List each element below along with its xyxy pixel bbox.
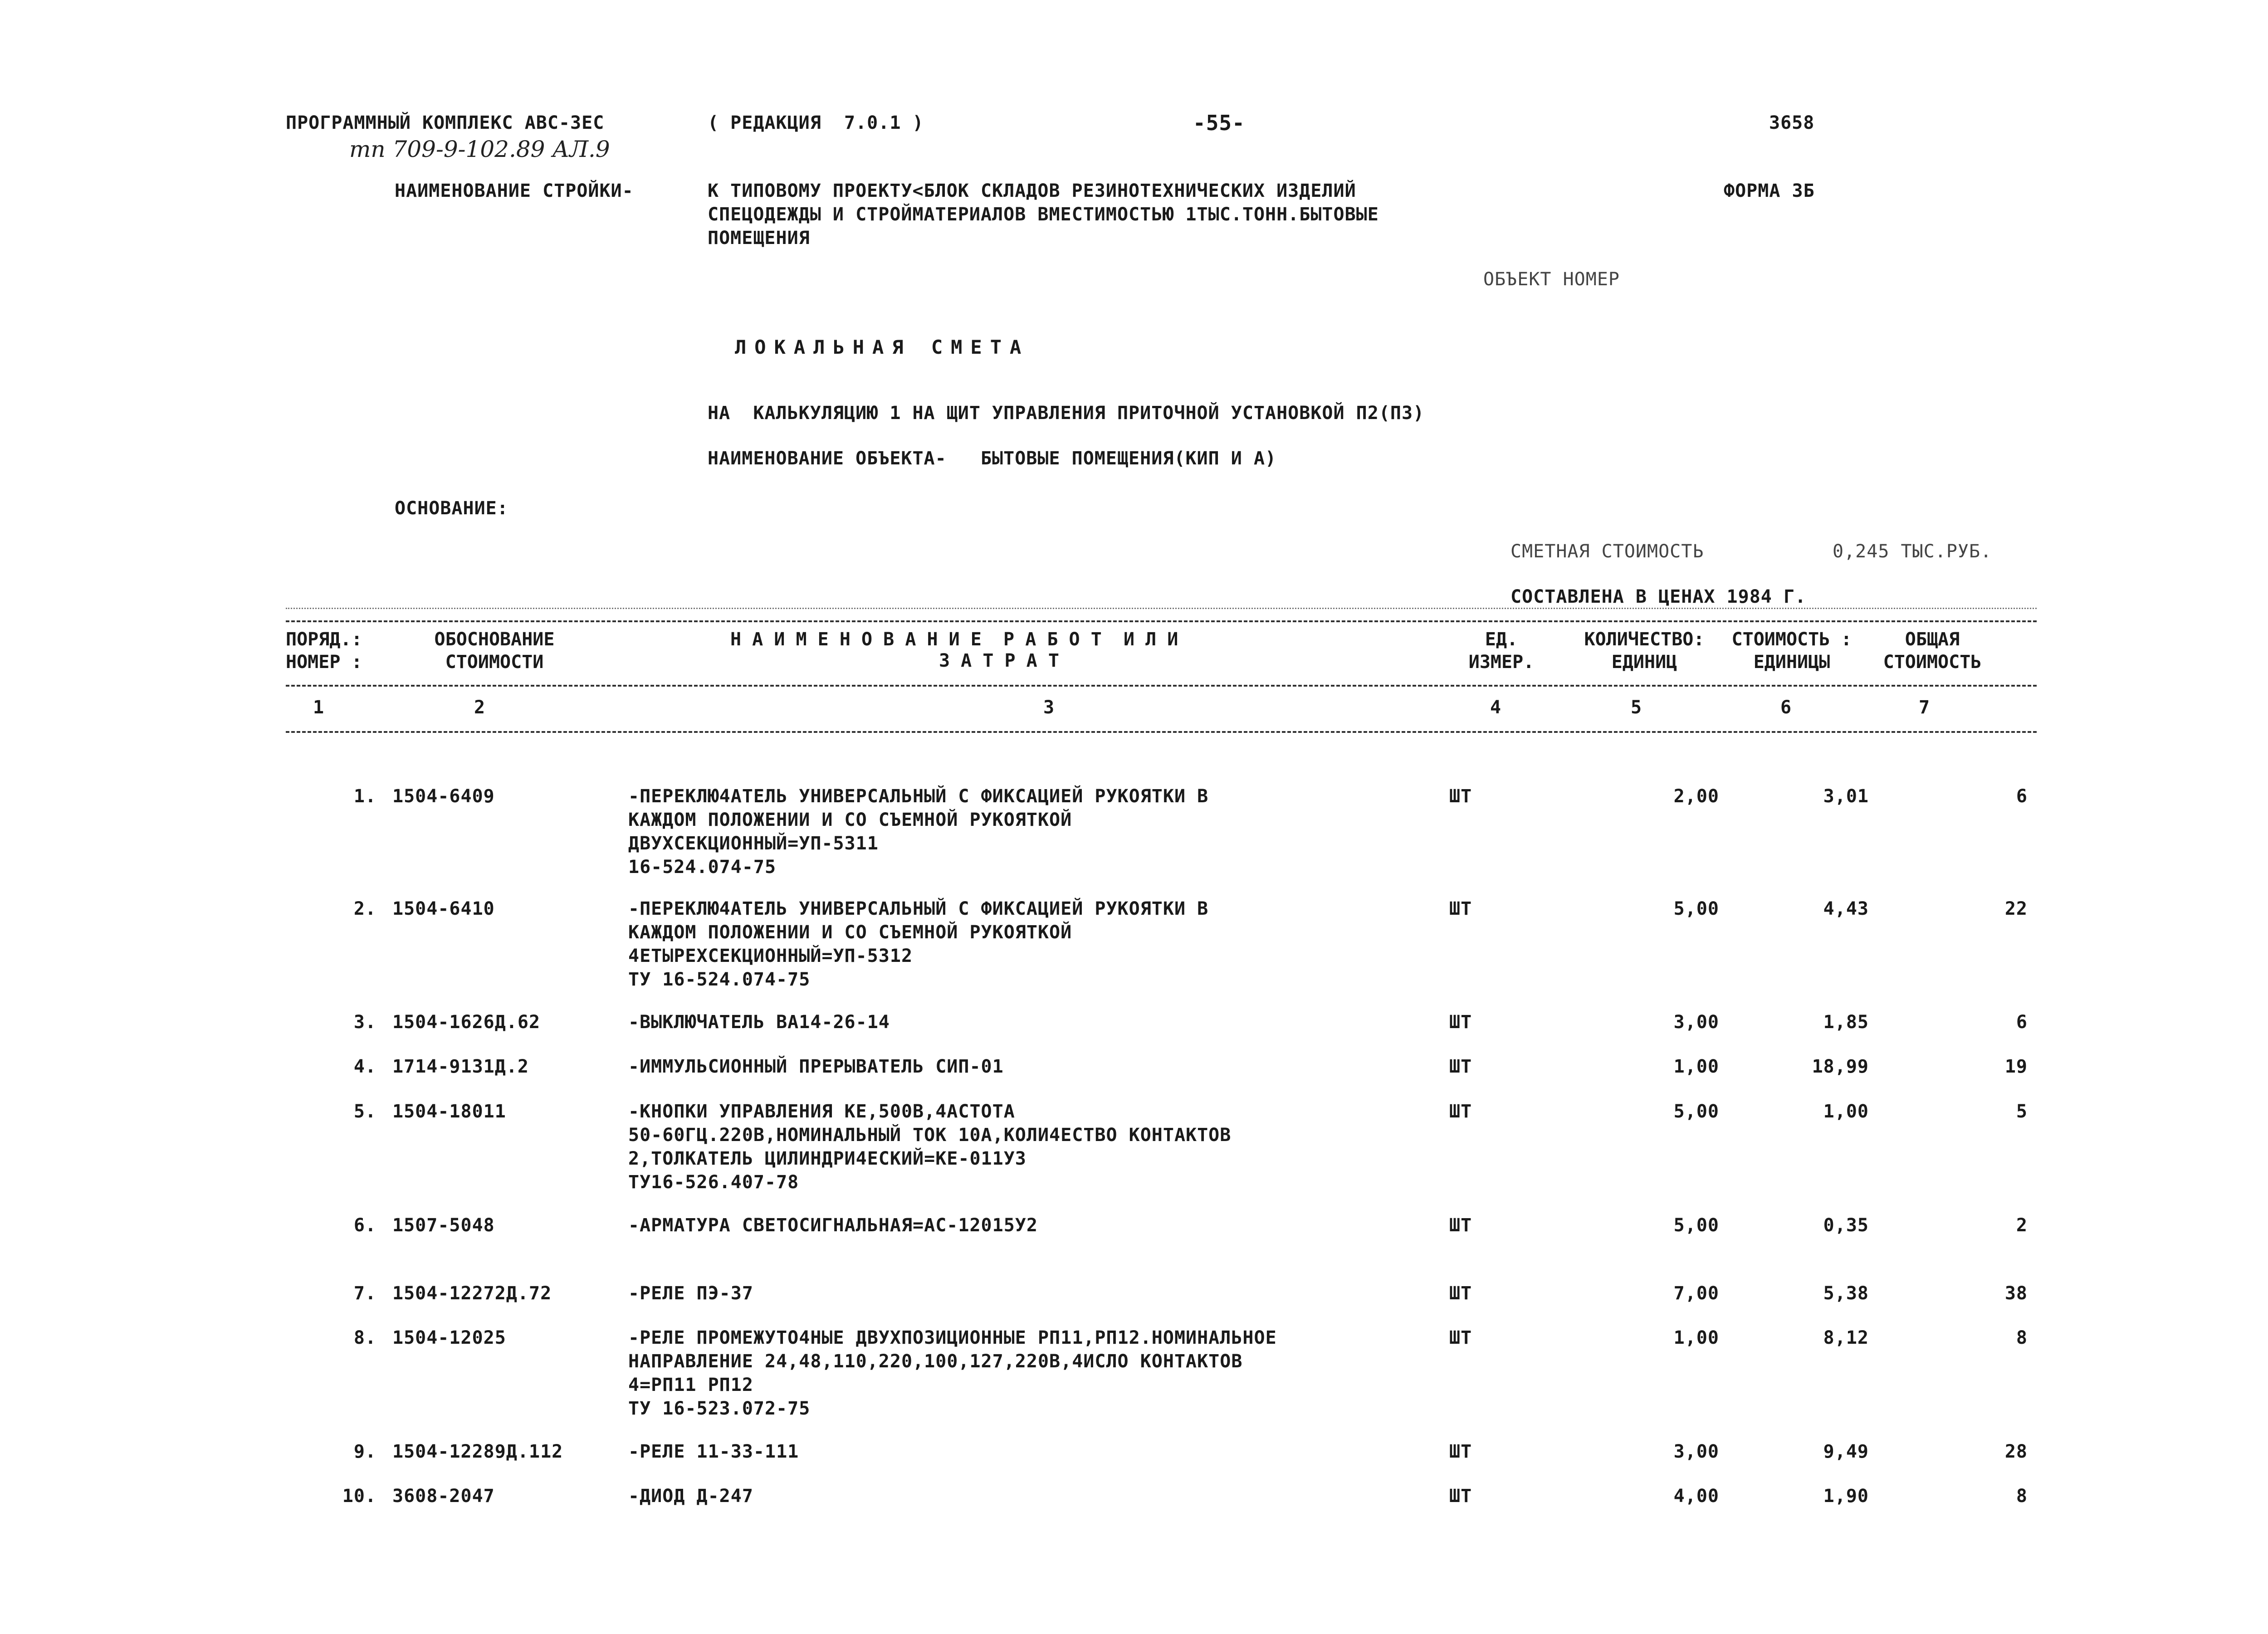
row-code: 1504-12289Д.112	[392, 1441, 563, 1462]
row-unit-price: 1,00	[1823, 1101, 1869, 1122]
row-total: 28	[2004, 1441, 2028, 1462]
revision: ( РЕДАКЦИЯ 7.0.1 )	[708, 112, 924, 133]
row-unit-price: 9,49	[1823, 1441, 1869, 1462]
col-header-total: ОБЩАЯ СТОИМОСТЬ	[1883, 629, 1982, 673]
row-number: 3.	[353, 1012, 376, 1033]
row-number: 2.	[353, 898, 376, 919]
estimated-cost-value: 0,245 ТЫС.РУБ.	[1833, 541, 1992, 562]
row-unit: ШТ	[1449, 1012, 1472, 1033]
project-label: НАИМЕНОВАНИЕ СТРОЙКИ-	[395, 180, 634, 201]
row-description: -ПЕРЕКЛЮ4АТЕЛЬ УНИВЕРСАЛЬНЫЙ С ФИКСАЦИЕЙ РУКОЯТКИ В КАЖДОМ ПОЛОЖЕНИИ И СО СЪЕМНОЙ РУКОЯТКОЙ ДВУХСЕКЦИОННЫЙ=УП-5311 16-524.074-75	[628, 786, 1209, 878]
row-description: -ВЫКЛЮЧАТЕЛЬ ВА14-26-14	[628, 1012, 890, 1033]
row-number: 1.	[353, 786, 376, 807]
row-unit: ШТ	[1449, 1056, 1472, 1077]
row-quantity: 5,00	[1673, 1215, 1719, 1236]
object-name: НАИМЕНОВАНИЕ ОБЪЕКТА- БЫТОВЫЕ ПОМЕЩЕНИЯ(КИП И А)	[708, 448, 1277, 469]
row-unit: ШТ	[1449, 1327, 1472, 1348]
col-header-basis: ОБОСНОВАНИЕ СТОИМОСТИ	[434, 629, 555, 673]
row-number: 6.	[353, 1215, 376, 1236]
col-number-6: 6	[1780, 697, 1792, 718]
row-code: 1504-6410	[392, 898, 495, 919]
row-unit-price: 8,12	[1823, 1327, 1869, 1348]
row-description: -ИММУЛЬСИОННЫЙ ПРЕРЫВАТЕЛЬ СИП-01	[628, 1056, 1004, 1077]
row-total: 38	[2004, 1283, 2028, 1304]
col-header-quantity: КОЛИЧЕСТВО: ЕДИНИЦ	[1584, 629, 1705, 673]
row-quantity: 7,00	[1673, 1283, 1719, 1304]
row-total: 19	[2004, 1056, 2028, 1077]
col-header-unit: ЕД. ИЗМЕР.	[1468, 629, 1535, 673]
row-quantity: 3,00	[1673, 1012, 1719, 1033]
row-code: 1507-5048	[392, 1215, 495, 1236]
row-unit-price: 5,38	[1823, 1283, 1869, 1304]
row-total: 8	[2016, 1327, 2028, 1348]
row-description: -КНОПКИ УПРАВЛЕНИЯ КЕ,500В,4АСТОТА 50-60ГЦ.220В,НОМИНАЛЬНЫЙ ТОК 10А,КОЛИ4ЕСТВО КОНТАКТОВ 2,ТОЛКАТЕЛЬ ЦИЛИНДРИ4ЕСКИЙ=КЕ-011УЗ ТУ16-526.407-78	[628, 1101, 1232, 1193]
col-number-5: 5	[1631, 697, 1642, 718]
table-body-rule	[286, 731, 2037, 733]
row-total: 2	[2016, 1215, 2028, 1236]
table-header-rule	[286, 685, 2037, 687]
document-number: 3658	[1769, 112, 1815, 133]
prices-year: СОСТАВЛЕНА В ЦЕНАХ 1984 Г.	[1510, 586, 1807, 607]
row-number: 9.	[353, 1441, 376, 1462]
row-code: 1714-9131Д.2	[392, 1056, 529, 1077]
row-number: 10.	[342, 1486, 376, 1507]
col-header-number: ПОРЯД.: НОМЕР :	[286, 629, 362, 673]
row-unit-price: 4,43	[1823, 898, 1869, 919]
col-number-3: 3	[1043, 697, 1055, 718]
row-unit: ШТ	[1449, 1101, 1472, 1122]
row-description: -ПЕРЕКЛЮ4АТЕЛЬ УНИВЕРСАЛЬНЫЙ С ФИКСАЦИЕЙ РУКОЯТКИ В КАЖДОМ ПОЛОЖЕНИИ И СО СЪЕМНОЙ РУКОЯТКОЙ 4ЕТЫРЕХСЕКЦИОННЫЙ=УП-5312 ТУ 16-524.074-75	[628, 898, 1209, 990]
project-name: К ТИПОВОМУ ПРОЕКТУ<БЛОК СКЛАДОВ РЕЗИНОТЕХНИЧЕСКИХ ИЗДЕЛИЙ СПЕЦОДЕЖДЫ И СТРОЙМАТЕРИАЛОВ ВМЕСТИМОСТЬЮ 1ТЫС.ТОНН.БЫТОВЫЕ ПОМЕЩЕНИЯ	[708, 180, 1379, 249]
col-header-name-2: З А Т Р А Т	[939, 650, 1059, 671]
row-unit: ШТ	[1449, 1441, 1472, 1462]
form-number: ФОРМА 3Б	[1724, 180, 1815, 201]
row-number: 4.	[353, 1056, 376, 1077]
row-unit: ШТ	[1449, 786, 1472, 807]
row-quantity: 4,00	[1673, 1486, 1719, 1507]
page-marker: -55-	[1193, 111, 1245, 135]
row-quantity: 2,00	[1673, 786, 1719, 807]
row-total: 6	[2016, 1012, 2028, 1033]
document-title: ЛОКАЛЬНАЯ СМЕТА	[735, 336, 1030, 358]
col-number-1: 1	[313, 697, 324, 718]
row-quantity: 5,00	[1673, 1101, 1719, 1122]
row-description: -РЕЛЕ ПРОМЕЖУТО4НЫЕ ДВУХПОЗИЦИОННЫЕ РП11,РП12.НОМИНАЛЬНОЕ НАПРАВЛЕНИЕ 24,48,110,220,100,127,220В,4ИСЛО КОНТАКТОВ 4=РП11 РП12 ТУ 16-523.072-75	[628, 1327, 1277, 1419]
row-number: 8.	[353, 1327, 376, 1348]
row-unit: ШТ	[1449, 1215, 1472, 1236]
row-description: -АРМАТУРА СВЕТОСИГНАЛЬНАЯ=АС-12015У2	[628, 1215, 1038, 1236]
row-number: 5.	[353, 1101, 376, 1122]
row-total: 8	[2016, 1486, 2028, 1507]
row-description: -РЕЛЕ 11-33-111	[628, 1441, 799, 1462]
row-code: 1504-6409	[392, 786, 495, 807]
row-code: 1504-12272Д.72	[392, 1283, 552, 1304]
col-header-unit-price: СТОИМОСТЬ : ЕДИНИЦЫ	[1731, 629, 1852, 673]
col-number-2: 2	[474, 697, 485, 718]
document-subtitle: НА КАЛЬКУЛЯЦИЮ 1 НА ЩИТ УПРАВЛЕНИЯ ПРИТОЧНОЙ УСТАНОВКОЙ П2(П3)	[708, 403, 1425, 424]
row-unit: ШТ	[1449, 1486, 1472, 1507]
row-code: 1504-12025	[392, 1327, 506, 1348]
object-number: ОБЪЕКТ НОМЕР	[1483, 269, 1620, 290]
col-number-7: 7	[1919, 697, 1930, 718]
row-total: 5	[2016, 1101, 2028, 1122]
row-description: -РЕЛЕ ПЭ-37	[628, 1283, 753, 1304]
row-code: 3608-2047	[392, 1486, 495, 1507]
row-unit-price: 3,01	[1823, 786, 1869, 807]
row-description: -ДИОД Д-247	[628, 1486, 753, 1507]
row-total: 22	[2004, 898, 2028, 919]
row-quantity: 1,00	[1673, 1056, 1719, 1077]
estimated-cost-label: СМЕТНАЯ СТОИМОСТЬ	[1510, 541, 1704, 562]
row-code: 1504-1626Д.62	[392, 1012, 541, 1033]
col-header-name: Н А И М Е Н О В А Н И Е Р А Б О Т И Л И	[730, 629, 1178, 650]
row-quantity: 1,00	[1673, 1327, 1719, 1348]
row-unit: ШТ	[1449, 1283, 1472, 1304]
table-top-rule	[286, 620, 2037, 622]
row-unit-price: 1,85	[1823, 1012, 1869, 1033]
row-unit: ШТ	[1449, 898, 1472, 919]
row-unit-price: 1,90	[1823, 1486, 1869, 1507]
program-name: ПРОГРАММНЫЙ КОМПЛЕКС АВС-3ЕС	[286, 112, 605, 133]
row-quantity: 3,00	[1673, 1441, 1719, 1462]
row-code: 1504-18011	[392, 1101, 506, 1122]
col-number-4: 4	[1490, 697, 1501, 718]
row-unit-price: 0,35	[1823, 1215, 1869, 1236]
row-total: 6	[2016, 786, 2028, 807]
row-quantity: 5,00	[1673, 898, 1719, 919]
handwritten-code: тп 709-9-102.89 АЛ.9	[349, 136, 610, 162]
basis-label: ОСНОВАНИЕ:	[395, 498, 508, 519]
row-number: 7.	[353, 1283, 376, 1304]
row-unit-price: 18,99	[1812, 1056, 1869, 1077]
